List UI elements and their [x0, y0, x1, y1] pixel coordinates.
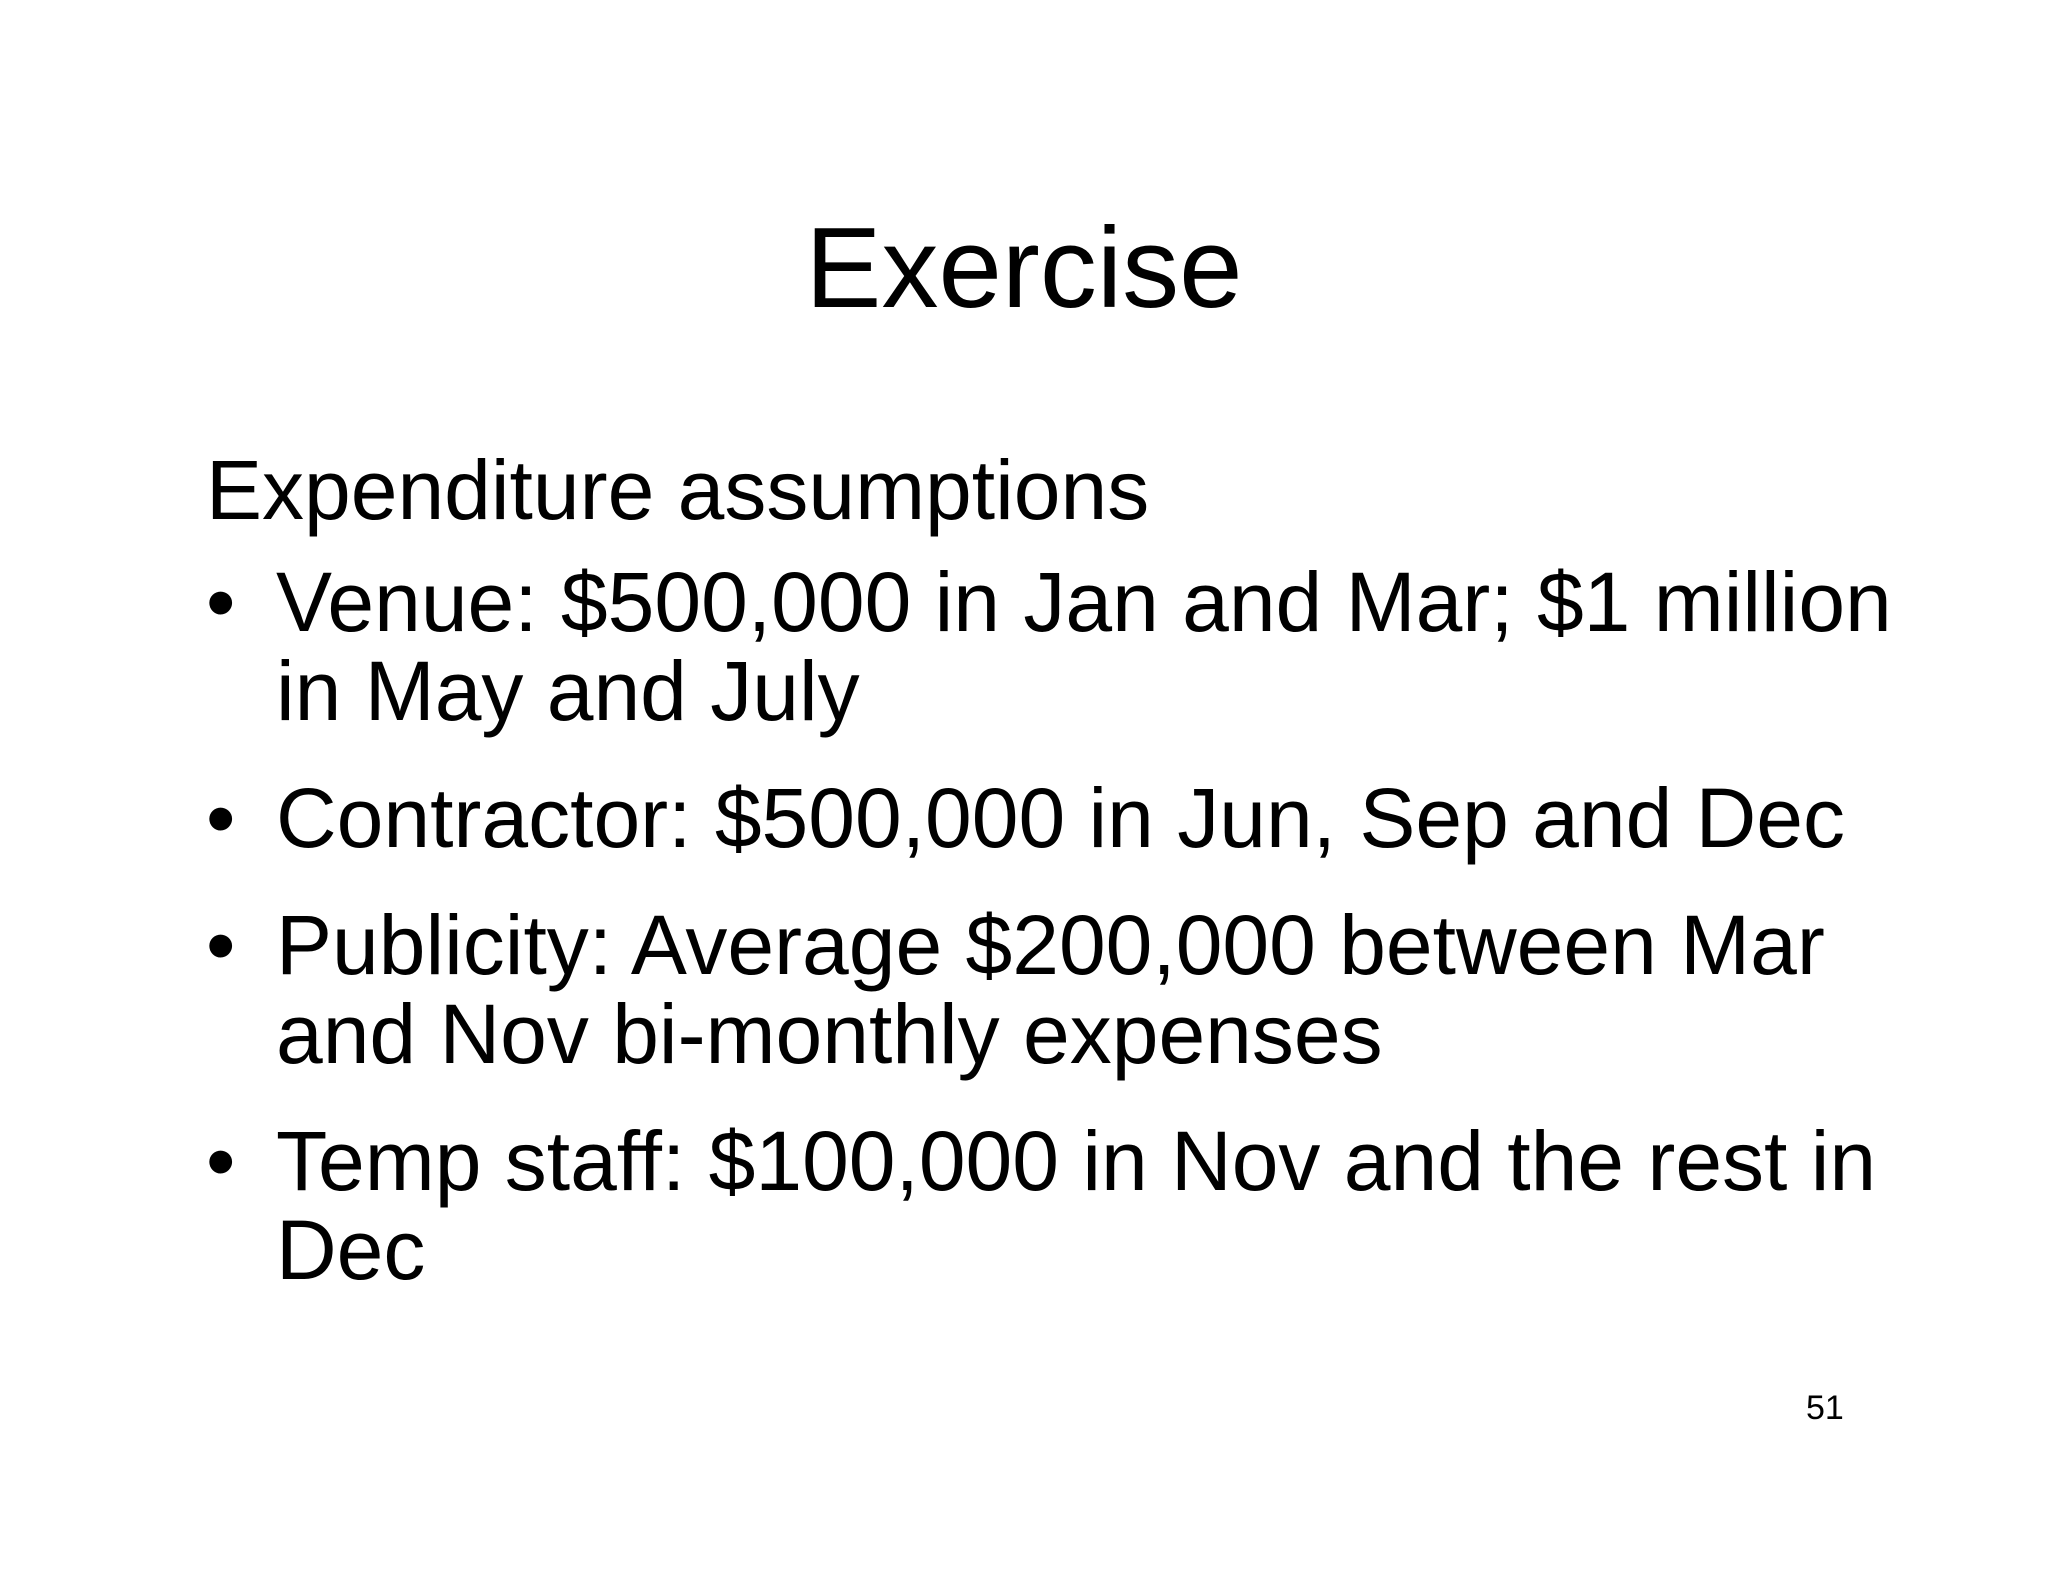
bullet-item-contractor: [206, 771, 1926, 865]
bullet-item-publicity: [206, 898, 1926, 1081]
bullet-list: [206, 555, 1926, 1333]
section-heading: Expenditure assumptions: [206, 443, 1150, 537]
bullet-icon: •: [206, 771, 236, 865]
slide-title: Exercise: [805, 205, 1243, 332]
bullet-item-temp-staff: [206, 1114, 1926, 1297]
bullet-icon: •: [206, 898, 236, 992]
bullet-text: Venue: $500,000 in Jan and Mar; $1 million in May and July: [276, 555, 1892, 738]
bullet-text: Contractor: $500,000 in Jun, Sep and Dec: [276, 771, 1846, 865]
bullet-text: Publicity: Average $200,000 between Mar and Nov bi-monthly expenses: [276, 898, 1825, 1081]
bullet-text: Temp staff: $100,000 in Nov and the rest in Dec: [276, 1114, 1877, 1297]
bullet-item-venue: [206, 555, 1926, 738]
bullet-icon: •: [206, 1114, 236, 1208]
bullet-icon: •: [206, 555, 236, 649]
page-number: 51: [1806, 1389, 1844, 1427]
